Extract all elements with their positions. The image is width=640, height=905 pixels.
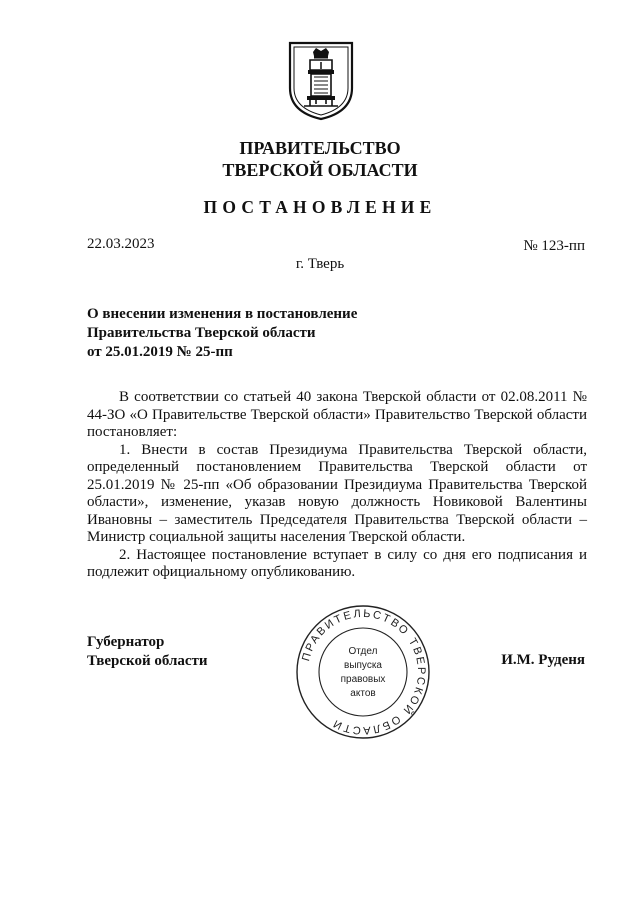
document-type: ПОСТАНОВЛЕНИЕ: [203, 197, 437, 217]
signatory-name: И.М. Руденя: [501, 652, 585, 668]
stamp-ring-text-path: ПРАВИТЕЛЬСТВО ТВЕРСКОЙ ОБЛАСТИ: [300, 607, 428, 737]
org-line-2: ТВЕРСКОЙ ОБЛАСТИ: [222, 160, 418, 180]
subject-line-3: от 25.01.2019 № 25-пп: [87, 344, 233, 360]
org-line-1: ПРАВИТЕЛЬСТВО: [239, 138, 401, 158]
body-paragraph-2: 1. Внести в состав Президиума Правительства Тверской области, определенный постановлением Правительства Тверской области от 25.01.2019 № 25-пп «Об образовании Президиума Правительства Тверской области», изменение, указав новую должность Новиковой Валентины Ивановны – заместитель Председателя Правительства Тверской области – Министр социальной защиты населения Тверской области.: [87, 441, 587, 545]
coat-of-arms-icon: [286, 40, 356, 122]
signatory-position-line-2: Тверской области: [87, 653, 208, 669]
subject-line-2: Правительства Тверской области: [87, 325, 316, 341]
stamp-center-line-3: правовых: [340, 674, 386, 685]
signatory-position-line-1: Губернатор: [87, 634, 165, 650]
document-number: № 123-пп: [523, 238, 585, 254]
official-stamp: [293, 603, 433, 741]
document-date: 22.03.2023: [87, 236, 155, 252]
signatory-position: [87, 633, 208, 671]
stamp-center-line-2: выпуска: [344, 660, 382, 671]
stamp-center-line-4: актов: [350, 688, 376, 699]
subject-line-1: О внесении изменения в постановление: [87, 306, 358, 322]
body-paragraph-3: 2. Настоящее постановление вступает в силу со дня его подписания и подлежит официальному опубликованию.: [87, 546, 587, 580]
document-city: г. Тверь: [295, 256, 345, 272]
stamp-center-line-1: Отдел: [348, 646, 378, 657]
body-paragraph-1: В соответствии со статьей 40 закона Тверской области от 02.08.2011 № 44-ЗО «О Правительстве Тверской области» Правительство Тверской области постановляет:: [87, 389, 587, 440]
document-subject: [87, 305, 417, 362]
document-body: [87, 389, 587, 582]
organization-name: [0, 137, 640, 181]
